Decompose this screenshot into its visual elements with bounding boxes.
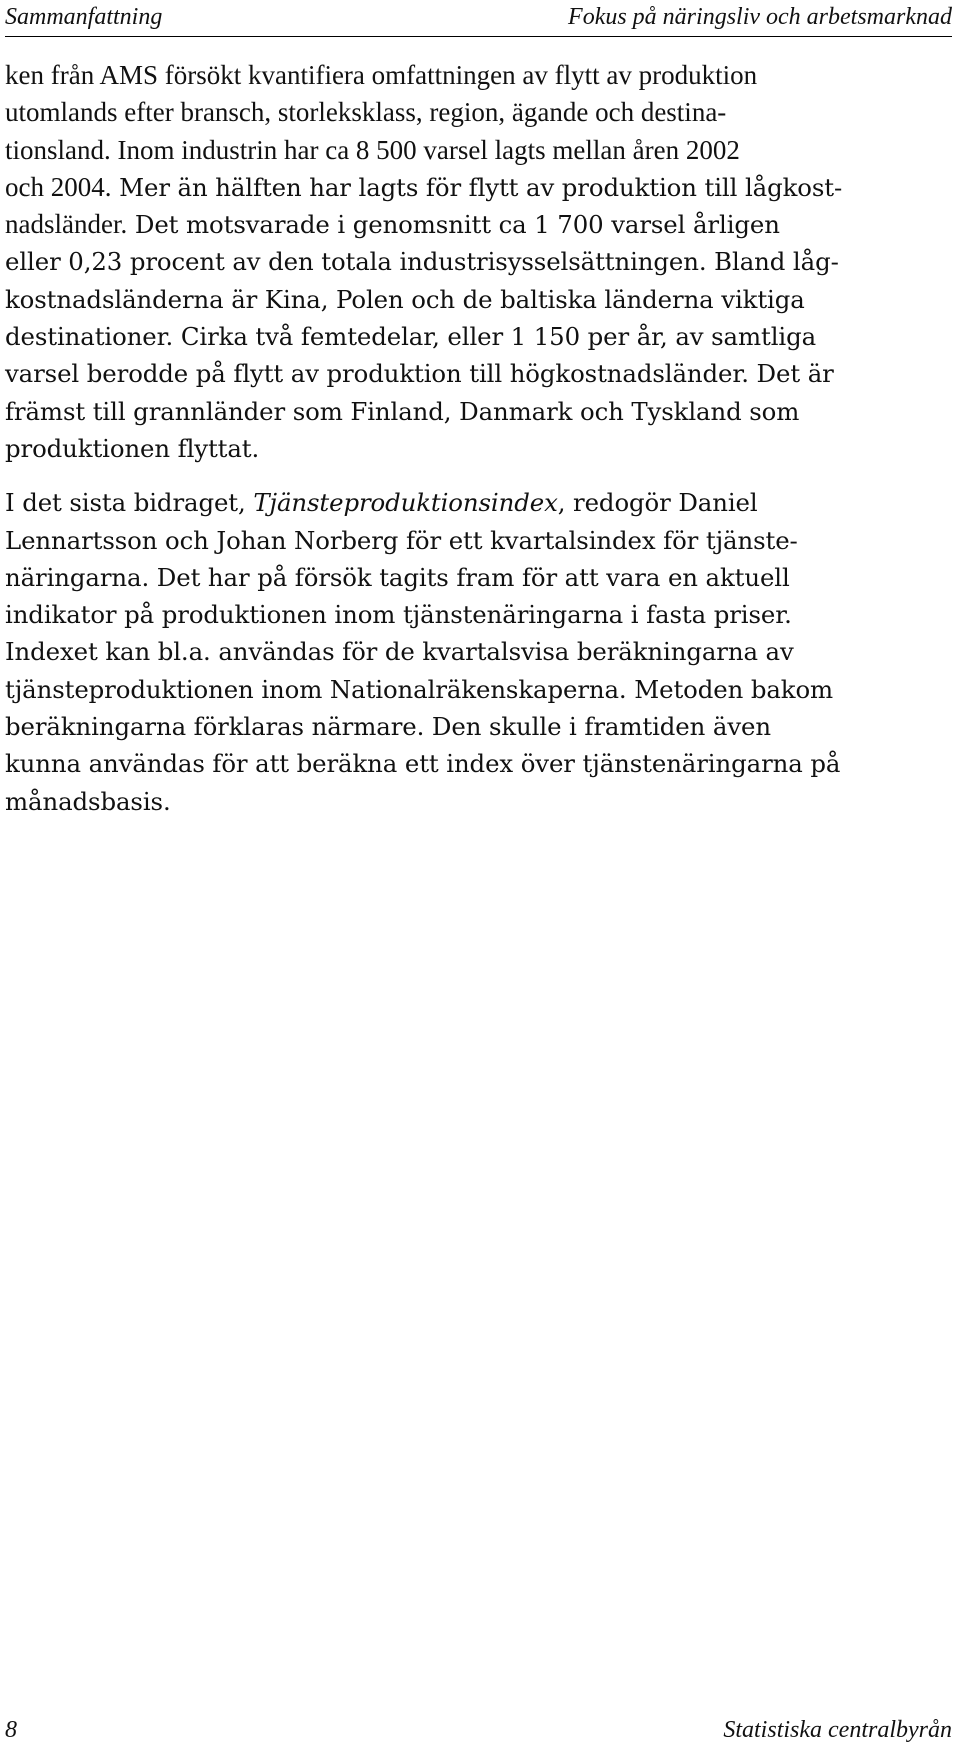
text-line: Indexet kan bl.a. användas för de kvartalsvisa beräkningarna av xyxy=(5,637,794,667)
paragraph-service-production-index xyxy=(5,484,953,820)
text-line: kunna användas för att beräkna ett index över tjänstenäringarna på xyxy=(5,749,841,779)
text-segment: och 2004. xyxy=(5,171,112,202)
text-line: utomlands efter bransch, storleksklass, region, ägande och destina- xyxy=(5,97,727,128)
text-line: beräkningarna förklaras närmare. Den skulle i framtiden även xyxy=(5,712,771,742)
text-line xyxy=(5,206,953,243)
paragraph-ams-relocation xyxy=(5,57,953,467)
text-line: tjänsteproduktionen inom Nationalräkenskaperna. Metoden bakom xyxy=(5,674,834,704)
header-publication-title: Fokus på näringsliv och arbetsmarknad xyxy=(568,4,952,30)
text-segment: nadsländer. xyxy=(5,209,128,240)
page-footer xyxy=(5,1710,952,1750)
text-line: indikator på produktionen inom tjänstenäringarna i fasta priser. xyxy=(5,600,792,630)
header-section-title: Sammanfattning xyxy=(5,4,163,30)
article-title: Tjänsteproduktionsindex xyxy=(253,488,558,518)
text-segment: , redogör Daniel xyxy=(557,488,758,518)
text-segment: Det motsvarade i genomsnitt ca 1 700 varsel årligen xyxy=(127,210,780,240)
text-line: produktionen flyttat. xyxy=(5,433,260,463)
text-line: destinationer. Cirka två femtedelar, eller 1 150 per år, av samtliga xyxy=(5,322,817,352)
text-line: Lennartsson och Johan Norberg för ett kvartalsindex för tjänste- xyxy=(5,525,798,555)
text-line: näringarna. Det har på försök tagits fram för att vara en aktuell xyxy=(5,562,790,592)
text-line: varsel berodde på flytt av produktion till högkostnadsländer. Det är xyxy=(5,359,834,389)
text-segment: Mer än hälften har lagts för flytt av produktion till lågkost- xyxy=(111,172,843,202)
running-header xyxy=(5,0,952,37)
text-line: ken från AMS försökt kvantifiera omfattningen av flytt av produktion xyxy=(5,60,758,90)
text-line: främst till grannländer som Finland, Danmark och Tyskland som xyxy=(5,396,800,426)
text-line: tionsland. Inom industrin har ca 8 500 varsel lagts mellan åren 2002 xyxy=(5,134,740,165)
text-line xyxy=(5,169,953,206)
text-line: månadsbasis. xyxy=(5,786,171,816)
text-line: kostnadsländerna är Kina, Polen och de baltiska länderna viktiga xyxy=(5,284,805,314)
page-number: 8 xyxy=(5,1717,17,1743)
text-line: eller 0,23 procent av den totala industrisysselsättningen. Bland låg- xyxy=(5,247,839,277)
text-line xyxy=(5,484,953,521)
body-text xyxy=(5,57,953,820)
text-segment: I det sista bidraget, xyxy=(5,488,254,518)
footer-publisher: Statistiska centralbyrån xyxy=(723,1717,952,1743)
